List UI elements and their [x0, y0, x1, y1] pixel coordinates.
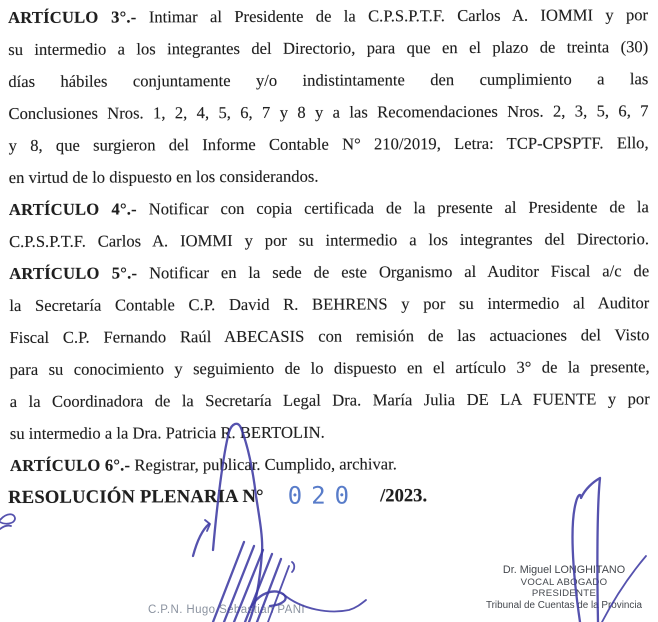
- resolution-number-stamp: 020: [287, 481, 359, 510]
- resolution-year: /2023.: [380, 485, 428, 507]
- stamp-organization: Tribunal de Cuentas de la Provincia: [485, 599, 643, 611]
- document-line: la Secretaría Contable C.P. David R. BEHRENS y por su intermedio al Auditor: [9, 293, 650, 315]
- document-line: Conclusiones Nros. 1, 2, 4, 5, 6, 7 y 8 y a las Recomendaciones Nros. 2, 3, 5, 6, 7: [8, 101, 649, 123]
- document-line: a la Coordinadora de la Secretaría Legal Dra. María Julia DE LA FUENTE y por: [9, 389, 650, 411]
- signature-stamp-longhitano: [470, 565, 658, 611]
- stamp-official-name: Dr. Miguel LONGHITANO: [502, 564, 626, 576]
- document-line: su intermedio a la Dra. Patricia R. BERTOLIN.: [9, 422, 325, 443]
- document-line: ARTÍCULO 4°.- Notificar con copia certificada de la presente al Presidente de la: [8, 197, 649, 219]
- document-line: en virtud de lo dispuesto en los considerandos.: [8, 166, 319, 187]
- document-line: ARTÍCULO 3°.- Intimar al Presidente de la C.P.S.P.T.F. Carlos A. IOMMI y por: [8, 5, 649, 27]
- document-line: días hábiles conjuntamente y/o indistintamente den cumplimiento a las: [8, 69, 649, 91]
- document-line: su intermedio a los integrantes del Directorio, para que en el plazo de treinta (30): [8, 37, 649, 59]
- document-body: [8, 0, 650, 482]
- document-line: C.P.S.P.T.F. Carlos A. IOMMI y por su intermedio a los integrantes del Directorio.: [9, 229, 650, 251]
- document-line: Fiscal C.P. Fernando Raúl ABECASIS con remisión de las actuaciones del Visto: [9, 325, 650, 347]
- signatory-name-pani: C.P.N. Hugo Sebastián PANI: [148, 604, 305, 616]
- stamp-title-vocal: VOCAL ABOGADO: [520, 576, 608, 588]
- document-line: ARTÍCULO 6°.- Registrar, publicar. Cumplido, archivar.: [9, 454, 397, 475]
- document-line: ARTÍCULO 5°.- Notificar en la sede de este Organismo al Auditor Fiscal a/c de: [9, 261, 650, 283]
- margin-ink-mark: [0, 514, 15, 529]
- resolution-line: [8, 479, 648, 514]
- resolution-label: RESOLUCIÓN PLENARIA N°: [8, 485, 264, 508]
- document-line: y 8, que surgieron del Informe Contable N° 210/2019, Letra: TCP-CPSPTF. Ello,: [8, 133, 649, 155]
- document-line: para su conocimiento y seguimiento de lo dispuesto en el artículo 3° de la presente,: [9, 357, 650, 379]
- stamp-title-presidente: PRESIDENTE: [531, 588, 597, 599]
